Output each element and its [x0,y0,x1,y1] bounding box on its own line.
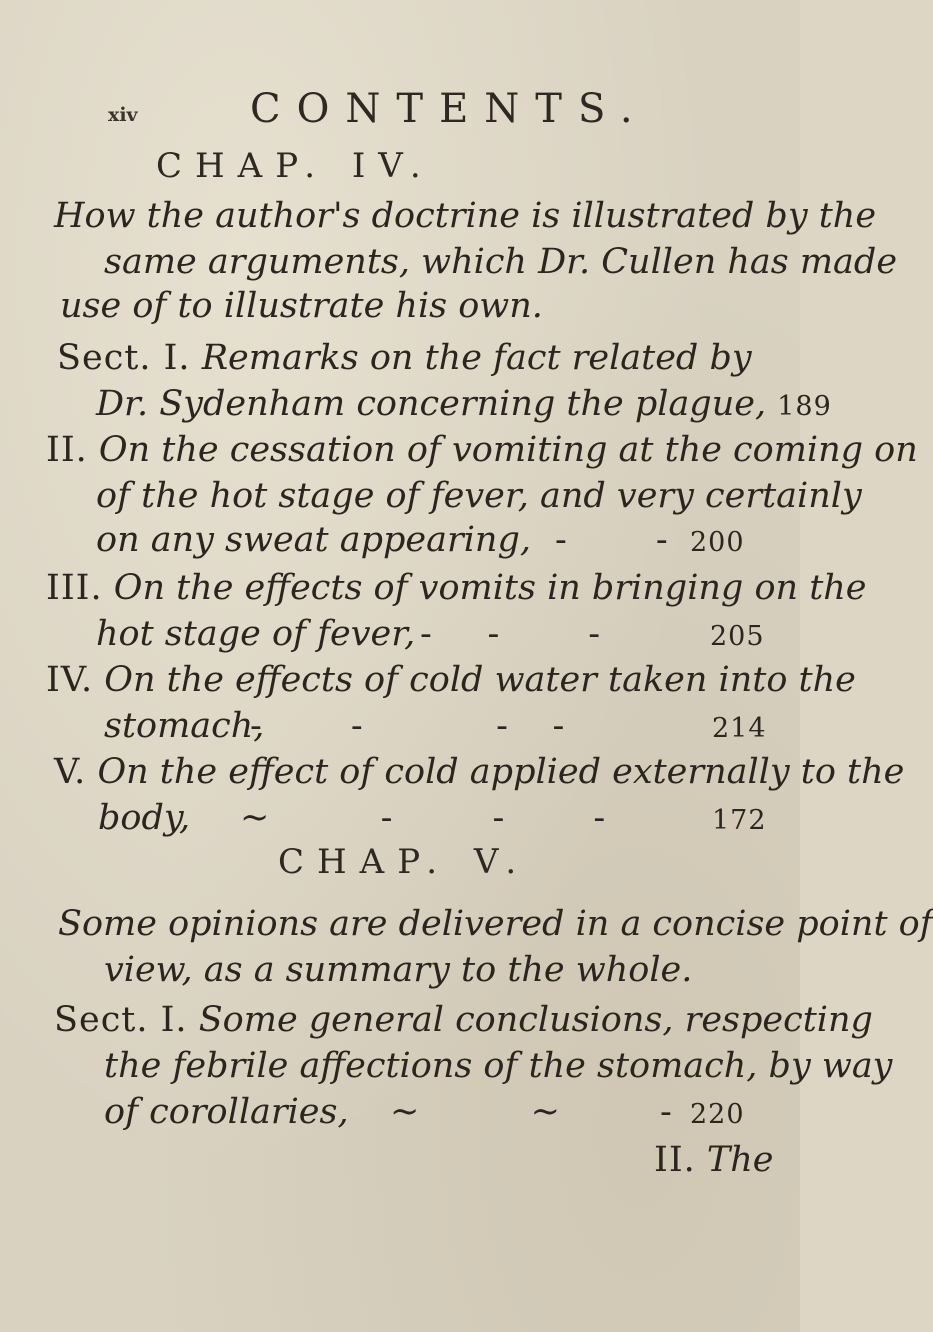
section-entry [54,752,904,792]
chapter-summary-line: use of to illustrate his own. [60,286,543,326]
leader-dashes: - - - - [250,706,565,746]
section-title-line: On the effects of vomits in bringing on the [113,568,867,608]
section-title-line: On the effect of cold applied externally to the [97,752,905,792]
section-title-line: The [706,1140,774,1180]
page-number: 200 [690,527,745,558]
section-label: Sect. I. [57,338,191,378]
section-entry-line [96,384,832,424]
leader-dashes: - - - [420,614,601,654]
page-number: 220 [690,1099,745,1130]
page-number: 214 [712,713,767,744]
chapter-summary-line: same arguments, which Dr. Cullen has made [104,242,898,282]
section-title-line: On the effects of cold water taken into the [104,660,856,700]
chapter-summary-line: How the author's doctrine is illustrated by the [54,196,877,236]
section-label: III. [46,568,103,608]
section-title-line: the febrile affections of the stomach, by way [104,1046,893,1086]
section-title-line: hot stage of fever, [96,614,416,654]
section-label: II. [654,1140,696,1180]
section-title-line: On the cessation of vomiting at the coming on [98,430,918,470]
leader-dashes: ~ - - - [240,798,606,838]
section-entry [54,1000,873,1040]
section-title-line: body, [98,798,191,838]
section-title-line: Remarks on the fact related by [201,338,752,378]
chapter-heading: CHAP. IV. [156,146,434,186]
chapter-heading: CHAP. V. [278,842,530,882]
section-label: IV. [46,660,94,700]
section-entry [46,660,856,700]
running-head: CONTENTS. [250,86,649,132]
section-entry [57,338,752,378]
page-number: 205 [710,621,765,652]
section-title-line: of the hot stage of fever, and very certainly [96,476,862,516]
page-number: 172 [712,805,767,836]
folio-number: xiv [108,104,138,126]
section-title-line: stomach, [104,706,265,746]
section-label: II. [46,430,88,470]
section-title-line: Some general conclusions, respecting [198,1000,873,1040]
section-entry [654,1140,774,1180]
section-title-line: on any sweat appearing, [96,520,531,560]
section-label: Sect. I. [54,1000,188,1040]
section-entry [46,430,918,470]
section-title-line: Dr. Sydenham concerning the plague, [96,384,767,424]
leader-dashes: - - [555,520,668,560]
section-title-line: of corollaries, [104,1092,349,1132]
section-entry [46,568,867,608]
chapter-summary-line: view, as a summary to the whole. [104,950,693,990]
section-label: V. [54,752,87,792]
chapter-summary-line: Some opinions are delivered in a concise point of [58,904,933,944]
leader-dashes: ~ ~ - [390,1092,672,1132]
page-number: 189 [777,391,832,422]
